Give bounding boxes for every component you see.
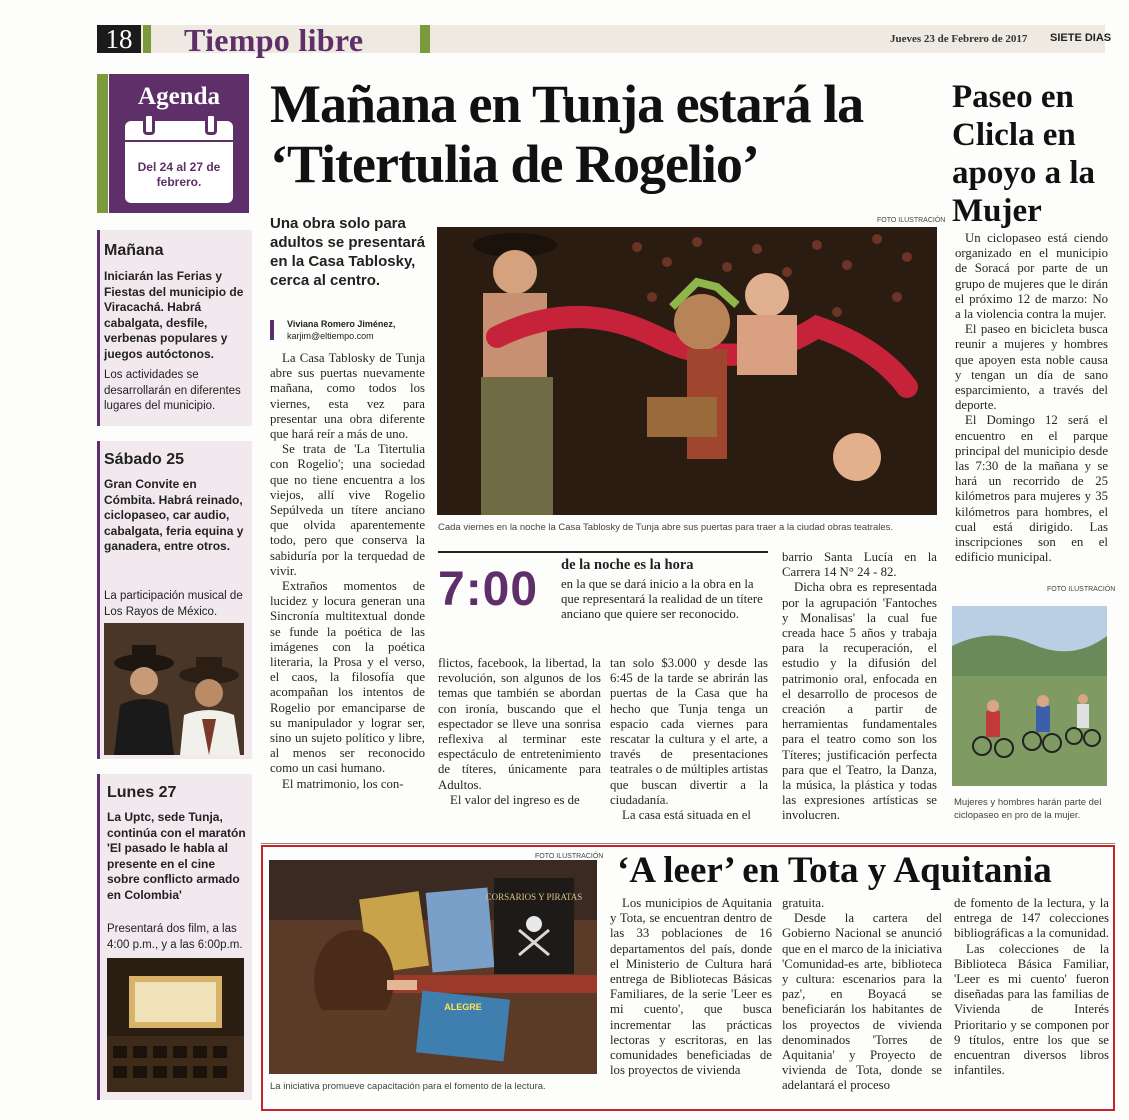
main-headline: Mañana en Tunja estará la ‘Titertulia de Rogelio’ [270,74,864,194]
header-accent [143,25,151,53]
body-paragraph: Extraños momentos de lucidez y locura generan una Sincronía multitextual donde se funde la poética de las imágenes con la poética literaria, la Prosa y el verso, el caos, la filosofía que acompañan los intentos de Rogelio por emanciparse de su manipulador y lograr ser, sino un sujeto político y libre, al menos ser reconocido como un casi humano. [270,579,425,776]
photo-credit: FOTO ILUSTRACIÓN [877,217,946,224]
calendar-ring-icon [143,113,155,135]
musicians-photo [104,623,244,755]
agenda-dates: Del 24 al 27 de febrero. [137,160,221,189]
byline-accent [270,320,274,340]
cinema-illustration [107,958,244,1092]
header-accent [420,25,430,53]
callout-rule [438,551,768,553]
body-paragraph: El paseo en bicicleta busca reunir a mujeres y hombres que apoyen esta noble causa y tengan un día de sano esparcimiento, a través del deporte. [955,322,1108,413]
photo-caption: Cada viernes en la noche la Casa Tablosky de Tunja abre sus puertas para traer a la ciudad obras teatrales. [438,522,894,533]
body-paragraph: La casa está situada en el [622,808,751,823]
theater-photo [437,227,937,515]
body-paragraph: barrio Santa Lucía en la Carrera 14 N° 24 - 82. [782,550,937,580]
agenda-item-day: Mañana [104,242,164,259]
photo-credit: FOTO ILUSTRACIÓN [1047,586,1116,593]
musicians-illustration [104,623,244,755]
cinema-photo [107,958,244,1092]
body-paragraph: El matrimonio, los con- [282,776,404,791]
body-paragraph: gratuita. [782,896,825,910]
agenda-item-day: Sábado 25 [104,451,185,468]
body-paragraph: tan solo $3.000 y desde las 6:45 de la tarde se abrirán las puertas de la Casa que ha hecho que Tunja tenga un espacio cada viernes para rescatar la cultura y el arte, a través de presentaciones teatrales o de múltiples artistas que buscan divertir a la ciudadanía. [610,656,768,807]
body-paragraph: de fomento de la lectura, y la entrega de 147 colecciones bibliográficas a la comunidad. [954,896,1109,941]
author-name: Viviana Romero Jiménez, [287,319,396,329]
photo-credit: FOTO ILUSTRACIÓN [535,853,604,860]
body-column [610,656,768,823]
calendar-ring-icon [205,113,217,135]
body-paragraph: Los municipios de Aquitania y Tota, se encuentran dentro de las 33 poblaciones de 16 departamentos del país, donde el Ministerio de Cultura hará entrega de Bibliotecas Básicas Familiares, de la serie 'Leer es mi cuento', que busca incrementar las prácticas lectoras y escritoras, en las comunidades beneficiadas de los proyectos de vivienda [610,896,772,1078]
side-headline: Paseo en Clicla en apoyo a la Mujer [952,79,1096,229]
byline [287,318,395,342]
body-paragraph: flictos, facebook, la libertad, la revolución, son algunos de los temas que también se abordan con ironía, buscando que el espectador se lleve una sonrisa reflexiva al terminar este espectáculo de entretenimiento de títeres, únicamente para Adultos. [438,656,601,792]
book-title: CORSARIOS Y PIRATAS [485,892,583,902]
agenda-accent [97,74,108,213]
body-column [782,896,942,1094]
callout-title: de la noche es la hora [561,557,694,573]
cyclists-illustration [952,606,1107,786]
bottom-headline: ‘A leer’ en Tota y Aquitania [617,850,1052,891]
body-column [782,550,937,824]
theater-illustration [437,227,937,515]
body-paragraph: El Domingo 12 será el encuentro en el parque principal del municipio desde las 7:30 de la mañana y se hará un recorrido de 25 kilómetros para mujeres y 35 kilómetros para hombres, el cual está dirigido. Las inscripciones son en el edificio municipal. [955,413,1108,565]
body-paragraph: El valor del ingreso es de [450,792,580,807]
section-divider [261,843,1115,844]
agenda-item-note: Los actividades se desarrollarán en diferentes lugares del municipio. [104,369,241,412]
body-paragraph: Un ciclopaseo está ciendo organizado en el municipio de Soracá por parte de un grupo de mujeres que le dirán el próximo 12 de marzo: No a la violencia contra la mujer. [955,231,1108,322]
agenda-item-lead: Iniciarán las Ferias y Fiestas del municipio de Viracachá. Habrá cabalgata, desfile, verbenas populares y juegos autóctonos. [104,269,244,361]
callout-text: en la que se dará inicio a la obra en la que representará la realidad de un títere anciano que quiere ser reconocido. [561,577,763,622]
photo-caption: Mujeres y hombres harán parte del ciclopaseo en pro de la mujer. [954,797,1102,821]
body-paragraph: Las colecciones de la Biblioteca Básica Familiar, 'Leer es mi cuento' fueron diseñadas para las familias de Vivienda de Interés Prioritario y se componen por 9 títulos, entre los que se encuentran diversos libros infantiles. [954,941,1109,1078]
body-column [438,656,601,808]
books-illustration [269,860,597,1074]
calendar-divider [125,140,233,142]
body-paragraph: Se trata de 'La Titertulia con Rogelio'; una sociedad que no tiene encuentra a los viejos, allí vive Rogelio Sepúlveda un títere anciano que olvida aparentemente todo, pero que conserva la sabiduría por la terquedad de vivir. [270,442,425,578]
cyclists-photo [952,606,1107,786]
body-column [610,896,772,1078]
publication-brand: SIETE DIAS [1050,32,1112,44]
callout-number: 7:00 [438,563,539,616]
book-title: ALEGRE [444,1002,482,1012]
agenda-title: Agenda [138,83,220,110]
body-column [954,896,1109,1078]
books-photo [269,860,597,1074]
page-number: 18 [97,25,141,53]
body-paragraph: Desde la cartera del Gobierno Nacional se anunció que en el marco de la iniciativa 'Comunidad-es arte, biblioteca y cultura: escenarios para la paz', en Boyacá se beneficiarán los habitantes de los proyectos de vivienda denominados 'Torres de Aquitania' y Proyecto de vivienda de Tota, donde se adelantará el proceso [782,911,942,1093]
section-title: Tiempo libre [184,22,364,58]
agenda-item-day: Lunes 27 [107,784,177,801]
issue-date: Jueves 23 de Febrero de 2017 [890,33,1028,45]
side-body [955,231,1108,565]
body-paragraph: Dicha obra es representada por la agrupación 'Fantoches y Monalisas' la cual fue creada hace 5 años y trabaja para la recuperación, el estudio y la difusión del patrimonio oral, enfocada en el desarrollo de procesos de creación a partir de herramientas fundamentales para el teatro como son los Títeres; justificación perfecta para que el Teatro, la Danza, la música, la plástica y todas las expresiones artísticas se involucren. [782,580,937,823]
agenda-item-lead: La Uptc, sede Tunja, continúa con el maratón 'El pasado le habla al presente en el cine sobre conflicto armado en Colombia' [107,810,246,902]
author-email[interactable]: karjim@eltiempo.com [287,331,374,341]
body-column [270,351,425,792]
photo-caption: La iniciativa promueve capacitación para el fomento de la lectura. [270,1081,546,1092]
agenda-item-lead: Gran Convite en Cómbita. Habrá reinado, ciclopaseo, car audio, cabalgata, feria equina y ganadera, entre otros. [104,477,244,553]
agenda-item-note: Presentará dos film, a las 4:00 p.m., y a las 6:00p.m. [107,923,243,951]
main-deck: Una obra solo para adultos se presentará en la Casa Tablosky, cerca al centro. [270,215,426,289]
body-paragraph: La Casa Tablosky de Tunja abre sus puertas nuevamente mañana, como todos los viernes, esta vez para presentar una obra diferente que hará reír a más de uno. [270,351,425,442]
agenda-item-note: La participación musical de Los Rayos de México. [104,590,243,618]
